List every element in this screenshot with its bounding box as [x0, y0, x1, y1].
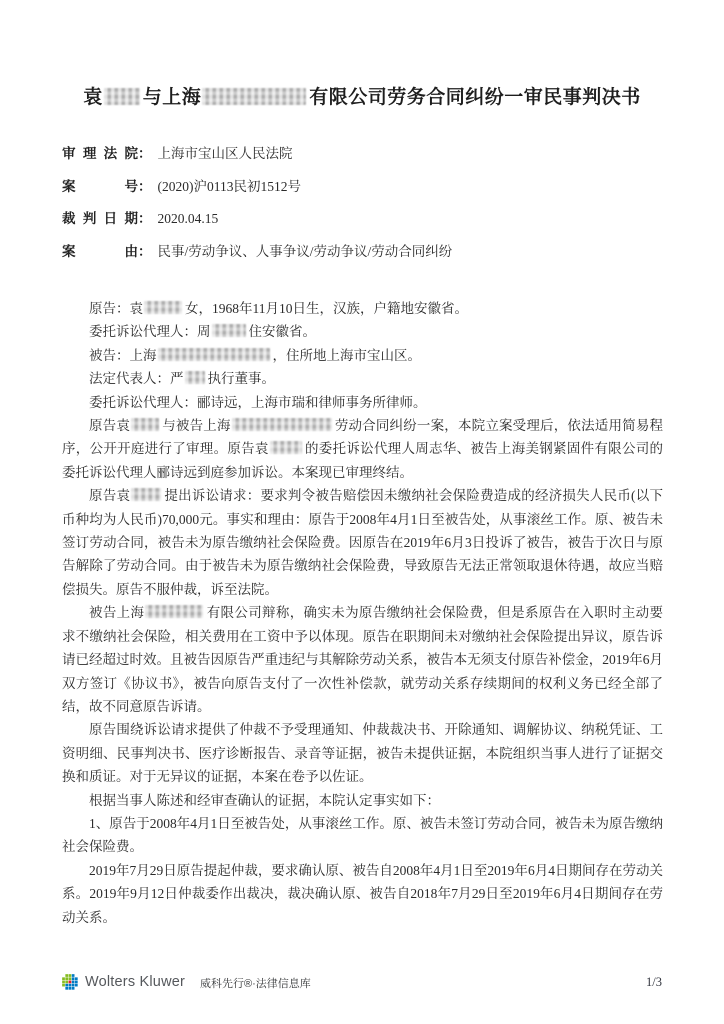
text-segment: 女，1968年11月10日生，汉族，户籍地安徽省。 [185, 301, 468, 316]
redacted-text [202, 88, 306, 105]
text-segment: ，住所地上海市宝山区。 [272, 347, 421, 363]
redacted-text [212, 324, 246, 337]
meta-colon: ： [138, 243, 152, 259]
meta-value: 2020.04.15 [157, 211, 219, 226]
paragraph [62, 344, 663, 367]
text-segment: 原告围绕诉讼请求提供了仲裁不予受理通知、仲裁裁决书、开除通知、调解协议、纳税凭证、工资明细、民事判决书、医疗诊断报告、录音等证据，被告未提供证据，本院组织当事人进行了证据交换和质证。对于无异议的证据，本案在卷予以佐证。 [62, 722, 663, 785]
meta-row [62, 236, 662, 269]
meta-colon: ： [138, 146, 152, 161]
text-segment: 1、原告于2008年4月1日至被告处，从事滚丝工作。原、被告未签订劳动合同，被告未为原告缴纳社会保险费。 [62, 815, 663, 855]
meta-row [62, 171, 662, 204]
meta-colon: ： [138, 211, 152, 226]
page-indicator: 1/3 [646, 974, 662, 989]
paragraph [62, 297, 663, 320]
meta-section [62, 138, 662, 268]
text-segment: 根据当事人陈述和经审查确认的证据，本院认定事实如下： [89, 792, 440, 808]
meta-label: 案号 [62, 178, 138, 194]
paragraph [62, 601, 663, 718]
meta-colon: ： [138, 178, 152, 194]
paragraph [62, 718, 663, 788]
text-segment: 被告上海 [89, 605, 145, 621]
text-segment: 袁 [83, 87, 103, 108]
paragraph [62, 859, 663, 929]
meta-label: 裁判日期 [62, 211, 138, 226]
page-footer [62, 973, 662, 991]
paragraph [62, 320, 663, 343]
meta-value: 民事/劳动争议、人事争议/劳动争议/劳动合同纠纷 [157, 243, 453, 259]
meta-row [62, 203, 662, 236]
meta-label: 案由 [62, 243, 138, 259]
meta-value: (2020)沪0113民初1512号 [157, 178, 301, 194]
text-segment: 委托诉讼代理人：周 [89, 324, 211, 340]
text-segment: 与上海 [142, 87, 202, 108]
text-segment: 有限公司劳务合同纠纷一审民事判决书 [309, 87, 641, 108]
text-segment: 2019年7月29日原告提起仲裁，要求确认原、被告自2008年4月1日至2019年6月4日期间存在劳动关系。2019年9月12日仲裁委作出裁决，裁决确认原、被告自2018年7月29日至2019年6月4日期间存在劳动关系。 [62, 862, 663, 925]
text-segment: 有限公司辩称，确实未为原告缴纳社会保险费，但是系原告在入职时主动要求不缴纳社会保险，相关费用在工资中予以体现。原告在职期间未对缴纳社会保险提出异议，原告诉请已经超过时效。且被告因原告严重违纪与其解除劳动关系，被告本无须支付原告补偿金，2019年6月双方签订《协议书》，被告向原告支付了一次性补偿款，就劳动关系存续期间的权利义务已经全部了结，故不同意原告诉请。 [62, 605, 664, 714]
redacted-text [185, 371, 205, 384]
redacted-text [144, 301, 182, 314]
text-segment: 原告袁 [89, 488, 131, 504]
text-segment: 原告袁 [89, 418, 131, 434]
text-segment: 的委托诉讼代理人周志华、被告上海美钢紧固件有限公司的委托诉讼代理人郦诗远到庭参加诉讼。本案现已审理终结。 [62, 441, 664, 480]
paragraph [62, 812, 663, 859]
text-segment: 执行董事。 [207, 371, 275, 387]
text-segment: 住安徽省。 [248, 324, 316, 340]
redacted-text [131, 418, 159, 431]
paragraph [62, 367, 663, 390]
text-segment: 与被告上海 [162, 418, 231, 434]
document-title [40, 84, 684, 111]
product-name: 威科先行®·法律信息库 [200, 978, 311, 990]
meta-label: 审理法院 [62, 146, 138, 161]
paragraph [62, 484, 663, 601]
text-segment: 委托诉讼代理人：郦诗远，上海市瑞和律师事务所律师。 [89, 394, 427, 410]
text-segment: 法定代表人：严 [89, 371, 184, 387]
redacted-text [104, 88, 140, 105]
redacted-text [131, 488, 161, 501]
document-body [62, 297, 663, 929]
text-segment: 原告：袁 [89, 301, 143, 316]
redacted-text [232, 418, 332, 431]
redacted-text [145, 605, 203, 618]
text-segment: 劳动合同纠纷一案，本院立案受理后，依法适用简易程序，公开开庭进行了审理。原告袁 [62, 418, 664, 457]
brand-group [62, 973, 311, 991]
wolters-kluwer-logo-icon [62, 974, 78, 990]
redacted-text [158, 348, 270, 361]
paragraph [62, 391, 663, 414]
text-segment: 提出诉讼请求：要求判令被告赔偿因未缴纳社会保险费造成的经济损失人民币(以下币种均为人民币)70,000元。事实和理由：原告于2008年4月1日至被告处，从事滚丝工作。原、被告未签订劳动合同，被告未为原告缴纳社会保险费。因原告在2019年6月3日投诉了被告，被告于次日与原告解除了劳动合同。由于被告未为原告缴纳社会保险费，导致原告无法正常领取退休待遇，故应当赔偿损失。原告不服仲裁，诉至法院。 [62, 488, 664, 597]
paragraph [62, 789, 663, 812]
meta-row [62, 138, 662, 171]
meta-value: 上海市宝山区人民法院 [157, 146, 293, 161]
brand-name: Wolters Kluwer [85, 974, 186, 990]
redacted-text [270, 441, 302, 454]
paragraph [62, 414, 663, 484]
text-segment: 被告：上海 [89, 347, 157, 363]
